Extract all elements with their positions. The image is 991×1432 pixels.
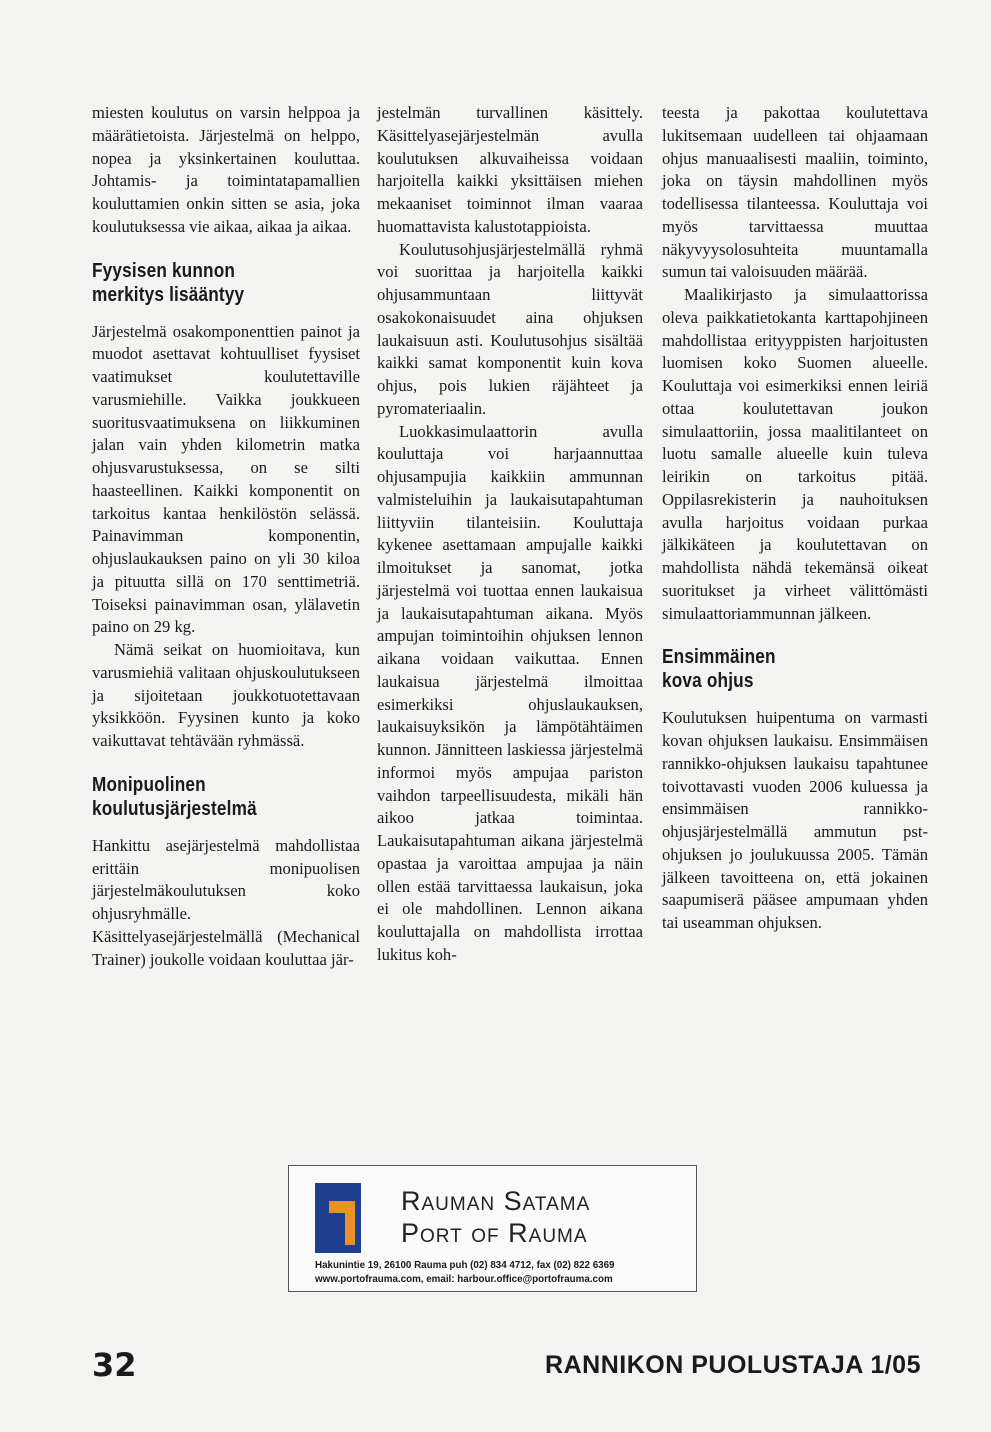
paragraph: Hankittu asejärjestelmä mahdollistaa erittäin monipuolisen järjestelmäkoulutuksen koko ohjusryhmälle. Käsittelyasejärjestelmällä (Mechanical Trainer) joukolle voidaan kouluttaa jär-	[92, 835, 360, 969]
paragraph: Nämä seikat on huomioitava, kun varusmiehiä valitaan ohjuskoulutukseen ja sijoitetaan joukkotuotettavaan yksikköön. Fyysinen kunto ja koko vaikuttavat tehtävään ryhmässä.	[92, 640, 360, 750]
advertisement-port-of-rauma	[288, 1165, 697, 1292]
paragraph: teesta ja pakottaa koulutettava lukitsemaan uudelleen tai ohjaamaan ohjus manuaalisesti maaliin, toiminto, joka on täysin mahdollinen myös todellisessa tilanteessa. Kouluttaja voi myös tarvittaessa muuttaa näkyvyysolosuhteita muuntamalla sumun tai valoisuuden määrää.	[662, 103, 928, 282]
ad-company-name-english: Port of Rauma	[401, 1218, 588, 1248]
section-heading: Monipuolinen koulutusjärjestelmä	[92, 773, 257, 820]
magazine-title: RANNIKON PUOLUSTAJA 1/05	[545, 1351, 921, 1379]
article-column-3	[662, 102, 928, 935]
paragraph: Koulutusohjusjärjestelmällä ryhmä voi suorittaa ja harjoitella kaikki ohjusammuntaan liittyvät osakokonaisuudet aina ohjuksen laukaisuun asti. Koulutusohjus sisältää kaikki samat komponentit kuin kova ohjus, pois lukien räjähteet ja pyromateriaalin.	[377, 239, 643, 418]
article-column-2	[377, 102, 643, 967]
paragraph: miesten koulutus on varsin helppoa ja määrätietoista. Järjestelmä on helppo, nopea ja yksinkertainen kouluttaa. Johtamis- ja toimintatapamallien kouluttamien onkin sitten se asia, joka koulutuksessa vie aikaa, aikaa ja aikaa.	[92, 103, 360, 236]
ad-address-phone: Hakunintie 19, 26100 Rauma puh (02) 834 4712, fax (02) 822 6369	[315, 1260, 615, 1271]
ad-company-name-finnish: Rauman Satama	[401, 1186, 591, 1216]
page-number: 32	[92, 1346, 137, 1384]
paragraph: Järjestelmä osakomponenttien painot ja muodot asettavat kohtuulliset fyysiset vaatimukset koulutettaville varusmiehille. Vaikka joukkueen suoritusvaatimuksena on liikkuminen jalan vain yhden kilometrin matka ohjusvarustuksessa, on se silti haasteellinen. Kaikki komponentit on tarkoitus kantaa henkilöstön selässä. Painavimman komponentin, ohjuslaukauksen paino on yli 30 kiloa ja pituutta sillä on 170 senttimetriä. Toiseksi painavimman osan, ylälavetin paino on 29 kg.	[92, 321, 360, 637]
port-of-rauma-logo	[315, 1183, 361, 1253]
ad-web-email: www.portofrauma.com, email: harbour.office@portofrauma.com	[315, 1274, 613, 1285]
paragraph: Luokkasimulaattorin avulla kouluttaja voi harjaannuttaa ohjusampujia kaikkiin ammunnan valmisteluihin ja laukaisutapahtuman liittyviin tilanteisiin. Kouluttaja kykenee asettamaan ampujalle kaikki ilmoitukset ja sanomat, jotka järjestelmä voi tuottaa ennen laukaisua ja laukaisutapahtuman aikana. Myös ampujan toimintoihin ohjuksen lennon aikana voidaan vaikuttaa. Ennen laukaisua järjestelmä ilmoittaa esimerkiksi ohjuslaukauksen, laukaisuyksikön ja lämpötähtäimen kunnon. Jännitteen laskiessa järjestelmä informoi myös ampujaa pariston vaihdon tarpeellisuudesta, mikäli hän aikoo jatkaa toimintaa. Laukaisutapahtuman aikana järjestelmä opastaa ja varoittaa ampujaa ja näin ollen estää tarvittaessa laukaisun, joka ei ole mahdollinen. Lennon aikana kouluttajalla on mahdollista irrottaa lukitus koh-	[377, 421, 643, 964]
paragraph: jestelmän turvallinen käsittely. Käsittelyasejärjestelmän avulla koulutuksen alkuvaiheissa voidaan harjoitella kaikki yksittäisen miehen mekaaniset toiminnot ilman vaaraa huomattavista kalustotappioista.	[377, 103, 643, 236]
paragraph: Maalikirjasto ja simulaattorissa oleva paikkatietokanta karttapohjineen mahdollistaa erityyppisten harjoitusten luomisen koko Suomen alueelle. Kouluttaja voi esimerkiksi ennen leiriä ottaa koulutettavan joukon simulaattoriin, jossa maalitilanteet on luotu samalle alueelle kuin tuleva leirikin on tarkoitus pitää. Oppilasrekisterin ja nauhoituksen avulla harjoitus voidaan purkaa jälkikäteen ja koulutettavan on mahdollista nähdä tekemänsä oikeat suoritukset ja virheet välittömästi simulaattoriammunnan jälkeen.	[662, 285, 928, 623]
paragraph: Koulutuksen huipentuma on varmasti kovan ohjuksen laukaisu. Ensimmäisen rannikko-ohjuksen laukaisu tapahtunee toivottavasti vuoden 2006 kuluessa ja ensimmäisen rannikko-ohjusjärjestelmällä ammutun pst-ohjuksen jo joulukuussa 2005. Tämän jälkeen tavoitteena on, että jokainen saapumiserä pääsee ampumaan yhden tai useamman ohjuksen.	[662, 708, 928, 932]
section-heading: Ensimmäinen kova ohjus	[662, 646, 776, 693]
section-heading: Fyysisen kunnon merkitys lisääntyy	[92, 259, 245, 306]
article-column-1	[92, 102, 360, 971]
